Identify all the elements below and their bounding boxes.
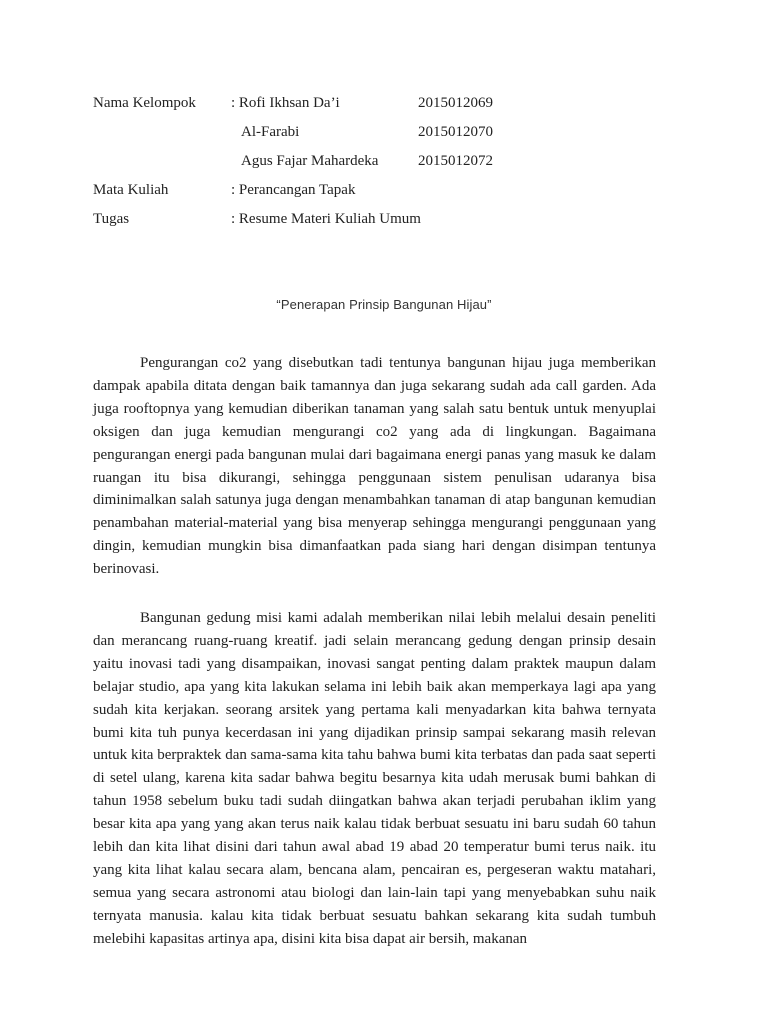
- document-title: “Penerapan Prinsip Bangunan Hijau”: [276, 297, 492, 312]
- info-value: Agus Fajar Mahardeka: [241, 153, 379, 169]
- body-paragraph: Pengurangan co2 yang disebutkan tadi tentunya bangunan hijau juga memberikan dampak apabila ditata dengan baik tamannya dan juga sekarang sudah ada call garden. Ada juga rooftopnya yang kemudian diberikan tanaman yang salah satu bentuk untuk menyuplai oksigen dan juga kemudian mengurangi co2 yang ada di lingkungan. Bagaimana pengurangan energi pada bangunan mulai dari bagaimana energi panas yang masuk ke dalam ruangan itu bisa dikurangi, sehingga penggunaan sistem penulisan udaranya bisa diminimalkan salah satunya juga dengan menambahkan tanaman di atap bangunan kemudian penambahan material-material yang bisa menyerap sehingga mengurangi penggunaan yang dingin, kemudian mungkin bisa dimanfaatkan pada siang hari dengan disimpan tentunya berinovasi.: [93, 355, 656, 578]
- info-label: Nama Kelompok: [93, 95, 196, 111]
- info-value: : Resume Materi Kuliah Umum: [231, 211, 421, 227]
- student-id: 2015012072: [418, 153, 493, 169]
- info-value: Al-Farabi: [241, 124, 300, 140]
- info-label: Tugas: [93, 211, 130, 227]
- info-value: : Perancangan Tapak: [231, 182, 356, 198]
- student-id: 2015012070: [418, 124, 493, 140]
- info-value: : Rofi Ikhsan Da’i: [231, 95, 340, 111]
- info-label: Mata Kuliah: [93, 182, 169, 198]
- body-paragraph: Bangunan gedung misi kami adalah memberikan nilai lebih melalui desain peneliti dan merancang ruang-ruang kreatif. jadi selain merancang gedung dengan prinsip desain yaitu inovasi tadi yang disampaikan, inovasi sangat penting dalam praktek maupun dalam belajar studio, apa yang kita lakukan selama ini lebih baik akan memperkaya lagi apa yang sudah kita kerjakan. seorang arsitek yang pertama kali menyadarkan kita bahwa ternyata bumi kita tuh punya kecerdasan ini yang dijadikan prinsip sampai sekarang masih relevan untuk kita berpraktek dan sama-sama kita tahu bahwa bumi kita terbatas dan pada saat seperti di setel ulang, karena kita sadar bahwa begitu besarnya kita udah merusak bumi bahkan di tahun 1958 sebelum buku tadi sudah diingatkan bahwa akan terjadi perubahan iklim yang besar kita apa yang yang akan terus naik kalau tidak berbuat sesuatu ini baru sudah 60 tahun lebih dan kita lihat disini dari tahun awal abad 19 abad 20 temperatur bumi terus naik. itu yang kita lihat kalau secara alam, bencana alam, pencairan es, pergeseran waktu matahari, semua yang secara astronomi atau biologi dan lain-lain tapi yang menyebabkan suhu naik ternyata manusia. kalau kita tidak berbuat sesuatu bahkan sekarang kita sudah tumbuh melebihi kapasitas artinya apa, disini kita bisa dapat air bersih, makanan: [93, 610, 656, 947]
- student-id: 2015012069: [418, 95, 493, 111]
